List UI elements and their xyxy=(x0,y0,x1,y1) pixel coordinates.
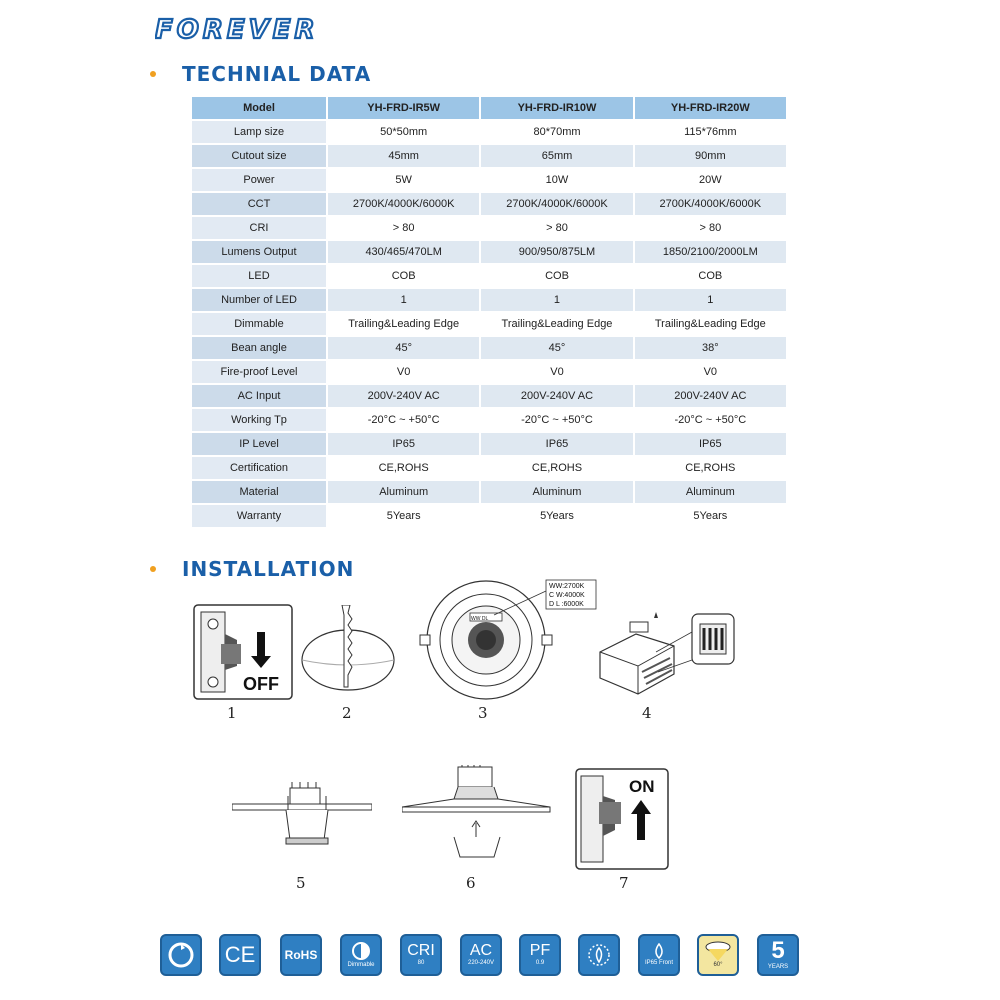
table-cell: 45° xyxy=(480,336,633,360)
brand-logo xyxy=(155,14,391,49)
table-cell: CE,ROHS xyxy=(480,456,633,480)
table-row xyxy=(191,480,787,504)
table-cell: 2700K/4000K/6000K xyxy=(480,192,633,216)
table-cell: 2700K/4000K/6000K xyxy=(327,192,480,216)
table-cell: 5W xyxy=(327,168,480,192)
table-cell: 50*50mm xyxy=(327,120,480,144)
table-row xyxy=(191,216,787,240)
badge-text: RoHS xyxy=(284,948,318,962)
table-cell: 65mm xyxy=(480,144,633,168)
table-cell: 5Years xyxy=(327,504,480,528)
step7-switch-on-illustration xyxy=(575,768,669,870)
table-row xyxy=(191,408,787,432)
row-label: Warranty xyxy=(191,504,327,528)
table-cell: 45° xyxy=(327,336,480,360)
svg-text:D L :6000K: D L :6000K xyxy=(549,601,584,608)
badge-subtext: 80 xyxy=(417,960,425,966)
table-cell: COB xyxy=(327,264,480,288)
table-cell: 38° xyxy=(634,336,787,360)
step3-cct-switch-illustration xyxy=(418,577,604,701)
badge-subtext: 220-240V xyxy=(467,960,495,966)
installation-title: INSTALLATION xyxy=(182,557,355,581)
technical-data-title: TECHNIAL DATA xyxy=(182,62,372,86)
table-cell: > 80 xyxy=(634,216,787,240)
step2-cutout-illustration xyxy=(298,605,398,693)
rohs-icon xyxy=(280,934,322,976)
table-cell: 80*70mm xyxy=(480,120,633,144)
table-cell: COB xyxy=(634,264,787,288)
dimmable-icon xyxy=(340,934,382,976)
row-label: Bean angle xyxy=(191,336,327,360)
table-cell: 200V-240V AC xyxy=(327,384,480,408)
table-header-cell: YH-FRD-IR10W xyxy=(480,96,633,120)
table-cell: > 80 xyxy=(327,216,480,240)
table-cell: IP65 xyxy=(327,432,480,456)
row-label: CCT xyxy=(191,192,327,216)
row-label: Certification xyxy=(191,456,327,480)
table-row xyxy=(191,264,787,288)
step-number: 6 xyxy=(466,874,476,892)
step-number: 5 xyxy=(296,874,306,892)
table-row xyxy=(191,360,787,384)
row-label: Number of LED xyxy=(191,288,327,312)
table-cell: V0 xyxy=(480,360,633,384)
table-row xyxy=(191,432,787,456)
technical-data-heading xyxy=(150,62,371,86)
table-cell: Aluminum xyxy=(327,480,480,504)
table-row xyxy=(191,144,787,168)
svg-text:C W:4000K: C W:4000K xyxy=(549,592,585,599)
beam-angle-icon xyxy=(697,934,739,976)
step-number: 1 xyxy=(227,704,237,722)
spec-table-body xyxy=(191,120,787,528)
bullet-icon xyxy=(150,71,156,77)
badge-text: AC xyxy=(469,942,493,959)
step-number: 4 xyxy=(642,704,652,722)
warranty-icon xyxy=(757,934,799,976)
svg-text:WW DL: WW DL xyxy=(471,616,489,622)
step4-driver-wiring-illustration xyxy=(596,612,746,702)
badge-subtext: 60° xyxy=(713,962,723,968)
table-header-cell: Model xyxy=(191,96,327,120)
off-label: OFF xyxy=(243,674,279,694)
step-number: 3 xyxy=(478,704,488,722)
table-cell: Aluminum xyxy=(480,480,633,504)
badge-text: 5 xyxy=(771,937,785,964)
table-row xyxy=(191,192,787,216)
table-cell: 90mm xyxy=(634,144,787,168)
row-label: Working Tp xyxy=(191,408,327,432)
table-cell: 1850/2100/2000LM xyxy=(634,240,787,264)
ip65-icon xyxy=(638,934,680,976)
row-label: Fire-proof Level xyxy=(191,360,327,384)
row-label: IP Level xyxy=(191,432,327,456)
table-cell: COB xyxy=(480,264,633,288)
row-label: AC Input xyxy=(191,384,327,408)
table-cell: 900/950/875LM xyxy=(480,240,633,264)
table-cell: 20W xyxy=(634,168,787,192)
logo-text: FOREVER xyxy=(155,15,319,44)
step1-switch-off-illustration xyxy=(193,604,293,700)
table-row xyxy=(191,456,787,480)
table-cell: 10W xyxy=(480,168,633,192)
table-cell: 5Years xyxy=(634,504,787,528)
badge-subtext: Dimmable xyxy=(347,962,375,968)
table-row xyxy=(191,288,787,312)
table-row xyxy=(191,336,787,360)
table-cell: Aluminum xyxy=(634,480,787,504)
row-label: Cutout size xyxy=(191,144,327,168)
ac-icon xyxy=(460,934,502,976)
table-cell: CE,ROHS xyxy=(327,456,480,480)
table-cell: Trailing&Leading Edge xyxy=(480,312,633,336)
table-cell: Trailing&Leading Edge xyxy=(327,312,480,336)
badge-text: CE xyxy=(224,942,256,967)
installation-heading xyxy=(150,557,354,581)
badge-subtext: 0.9 xyxy=(535,960,545,966)
step-number: 7 xyxy=(619,874,629,892)
row-label: Material xyxy=(191,480,327,504)
spec-table xyxy=(190,95,788,529)
logo-wordmark xyxy=(155,14,391,44)
step-number: 2 xyxy=(342,704,352,722)
table-cell: CE,ROHS xyxy=(634,456,787,480)
bullet-icon xyxy=(150,566,156,572)
row-label: Lamp size xyxy=(191,120,327,144)
table-cell: 1 xyxy=(480,288,633,312)
table-cell: 5Years xyxy=(480,504,633,528)
table-cell: 115*76mm xyxy=(634,120,787,144)
row-label: LED xyxy=(191,264,327,288)
table-row xyxy=(191,168,787,192)
table-cell: 1 xyxy=(634,288,787,312)
table-cell: -20°C ~ +50°C xyxy=(327,408,480,432)
badge-text: CRI xyxy=(407,942,435,959)
table-row xyxy=(191,120,787,144)
row-label: Dimmable xyxy=(191,312,327,336)
table-cell: > 80 xyxy=(480,216,633,240)
badge-text: PF xyxy=(529,942,551,959)
table-header-cell: YH-FRD-IR5W xyxy=(327,96,480,120)
step6-insert-illustration xyxy=(402,765,552,860)
recycle-icon xyxy=(160,934,202,976)
table-cell: 200V-240V AC xyxy=(634,384,787,408)
table-cell: IP65 xyxy=(480,432,633,456)
table-row xyxy=(191,384,787,408)
badge-subtext: IP65 Front xyxy=(644,960,673,966)
svg-text:WW:2700K: WW:2700K xyxy=(549,583,585,590)
step5-ceiling-illustration xyxy=(232,782,372,852)
table-cell: V0 xyxy=(634,360,787,384)
row-label: Lumens Output xyxy=(191,240,327,264)
table-cell: Trailing&Leading Edge xyxy=(634,312,787,336)
table-row xyxy=(191,240,787,264)
table-header-row xyxy=(191,96,787,120)
pf-icon xyxy=(519,934,561,976)
on-label: ON xyxy=(629,777,655,796)
table-cell: 2700K/4000K/6000K xyxy=(634,192,787,216)
table-cell: 45mm xyxy=(327,144,480,168)
fireproof-icon xyxy=(578,934,620,976)
table-header-cell: YH-FRD-IR20W xyxy=(634,96,787,120)
row-label: Power xyxy=(191,168,327,192)
table-cell: IP65 xyxy=(634,432,787,456)
table-row xyxy=(191,312,787,336)
table-row xyxy=(191,504,787,528)
ce-icon xyxy=(219,934,261,976)
table-cell: -20°C ~ +50°C xyxy=(480,408,633,432)
table-cell: 200V-240V AC xyxy=(480,384,633,408)
row-label: CRI xyxy=(191,216,327,240)
cri-icon xyxy=(400,934,442,976)
table-cell: 1 xyxy=(327,288,480,312)
badge-subtext: YEARS xyxy=(767,964,789,970)
table-cell: 430/465/470LM xyxy=(327,240,480,264)
table-cell: V0 xyxy=(327,360,480,384)
table-cell: -20°C ~ +50°C xyxy=(634,408,787,432)
